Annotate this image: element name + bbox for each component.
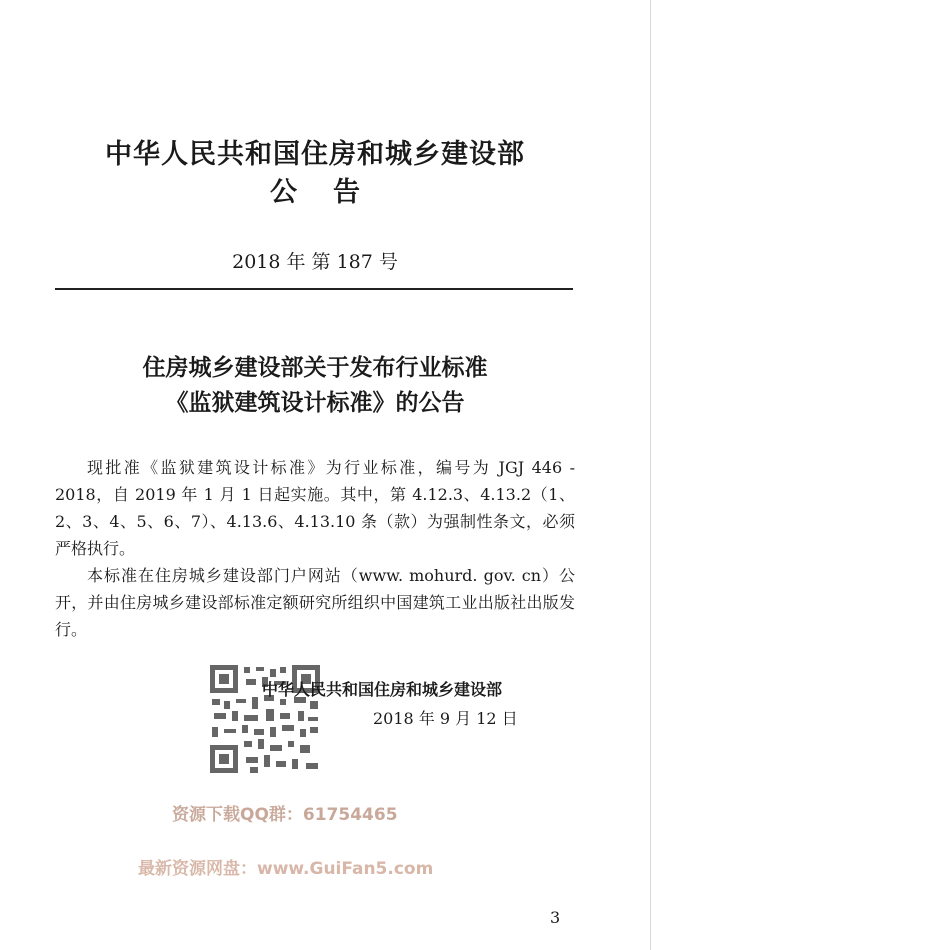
issue-number: 2018 年 第 187 号 <box>232 251 398 273</box>
blank-area <box>651 0 950 950</box>
signature-date: 2018 年 9 月 12 日 <box>373 709 518 728</box>
announcement-title <box>55 350 575 420</box>
ministry-title: 中华人民共和国住房和城乡建设部 <box>105 139 525 170</box>
watermark-qq-group: 资源下载QQ群：61754465 <box>172 805 398 825</box>
body-paragraph-2: 本标准在住房城乡建设部门户网站（www. mohurd. gov. cn）公开，并由住房城乡建设部标准定额研究所组织中国建筑工业出版社出版发行。 <box>55 566 575 639</box>
page-number: 3 <box>550 908 561 927</box>
header-divider <box>55 288 573 290</box>
notice-title: 公告 <box>270 177 396 208</box>
announcement-body <box>55 454 575 643</box>
announcement-title-line1: 住房城乡建设部关于发布行业标准 <box>142 354 488 381</box>
body-paragraph-1: 现批准《监狱建筑设计标准》为行业标准，编号为 JGJ 446 - 2018，自 2019 年 1 月 1 日起实施。其中，第 4.12.3、4.13.2（1、2、3、4、5、6、7）、4.13.6、4.13.10 条（款）为强制性条文，必须严格执行。 <box>55 458 575 558</box>
signature-organization: 中华人民共和国住房和城乡建设部 <box>262 680 503 699</box>
announcement-title-line2: 《监狱建筑设计标准》的公告 <box>165 389 465 416</box>
watermark-website: 最新资源网盘：www.GuiFan5.com <box>138 859 434 879</box>
